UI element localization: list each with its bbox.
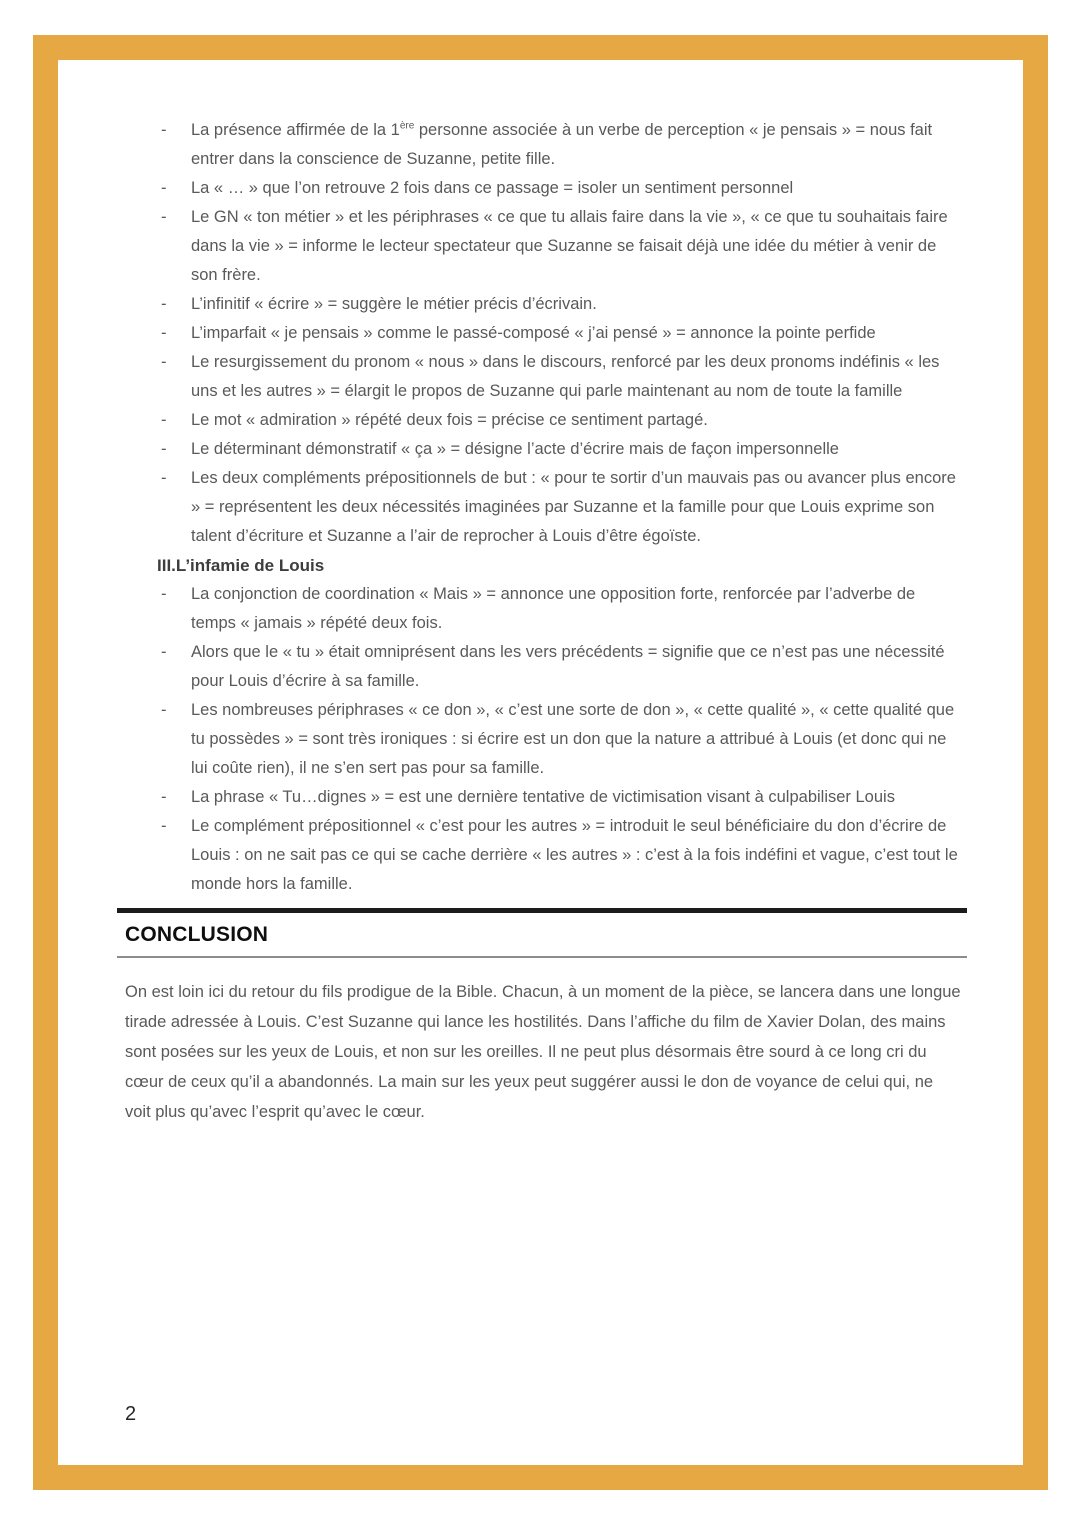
- analysis-bullet-item: [125, 812, 961, 899]
- bullet-text: Les deux compléments prépositionnels de but : « pour te sortir d’un mauvais pas ou avancer plus encore » = représentent les deux nécessités imaginées par Suzanne et la famille pour que Louis exprime son talent d’écriture et Suzanne a l’air de reprocher à Louis d’être égoïste.: [191, 469, 956, 545]
- analysis-bullet-item: [125, 116, 961, 174]
- bullet-text: Les nombreuses périphrases « ce don », « c’est une sorte de don », « cette qualité », « cette qualité que tu possèdes » = sont très ironiques : si écrire est un don que la nature a attribué à Louis (et donc qui ne lui coûte rien), il ne s’en sert pas pour sa famille.: [191, 701, 955, 777]
- bullet-dash-marker: -: [161, 440, 167, 458]
- analysis-bullet-item: [125, 348, 961, 406]
- page-content: [58, 60, 1023, 1465]
- analysis-bullet-item: [125, 580, 961, 638]
- conclusion-paragraph: On est loin ici du retour du fils prodigue de la Bible. Chacun, à un moment de la pièce, se lancera dans une longue tirade adressée à Louis. C’est Suzanne qui lance les hostilités. Dans l’affiche du film de Xavier Dolan, des mains sont posées sur les yeux de Louis, et non sur les oreilles. Il ne peut plus désormais être sourd à ce long cri du cœur de ceux qu’il a abandonnés. La main sur les yeux peut suggérer aussi le don de voyance de celui qui, ne voit plus qu’avec l’esprit qu’avec le cœur.: [125, 983, 961, 1121]
- bullet-dash-marker: -: [161, 295, 167, 313]
- bullet-dash-marker: -: [161, 701, 167, 719]
- bullet-dash-marker: -: [161, 179, 167, 197]
- bullet-text: Le GN « ton métier » et les périphrases « ce que tu allais faire dans la vie », « ce que tu souhaitais faire dans la vie » = informe le lecteur spectateur que Suzanne se faisait déjà une idée du métier à venir de son frère.: [191, 208, 948, 284]
- bullet-dash-marker: -: [161, 585, 167, 603]
- bullet-text: Le resurgissement du pronom « nous » dans le discours, renforcé par les deux pronoms indéfinis « les uns et les autres » = élargit le propos de Suzanne qui parle maintenant au nom de toute la famille: [191, 353, 940, 400]
- bullet-text: Le mot « admiration » répété deux fois = précise ce sentiment partagé.: [191, 411, 708, 429]
- bullet-text: L’infinitif « écrire » = suggère le métier précis d’écrivain.: [191, 295, 597, 313]
- analysis-bullet-item: [125, 696, 961, 783]
- analysis-bullet-item: [125, 783, 961, 812]
- bullet-dash-marker: -: [161, 208, 167, 226]
- bullet-dash-marker: -: [161, 643, 167, 661]
- bullet-text: La conjonction de coordination « Mais » = annonce une opposition forte, renforcée par l’adverbe de temps « jamais » répété deux fois.: [191, 585, 916, 632]
- analysis-bullet-item: [125, 203, 961, 290]
- analysis-bullet-item: [125, 174, 961, 203]
- bullet-dash-marker: -: [161, 817, 167, 835]
- analysis-bullet-item: [125, 290, 961, 319]
- conclusion-top-rule: [117, 908, 967, 913]
- conclusion-bottom-rule: [117, 956, 967, 958]
- bullet-dash-marker: -: [161, 411, 167, 429]
- analysis-bullet-item: [125, 319, 961, 348]
- bullet-text: La présence affirmée de la 1ère personne associée à un verbe de perception « je pensais » = nous fait entrer dans la conscience de Suzanne, petite fille.: [191, 120, 933, 168]
- analysis-bullet-item: [125, 435, 961, 464]
- bullet-dash-marker: -: [161, 469, 167, 487]
- bullet-dash-marker: -: [161, 788, 167, 806]
- analysis-bullet-item: [125, 464, 961, 551]
- section-heading-infamie-de-louis: III.L’infamie de Louis: [157, 556, 325, 575]
- bullet-dash-marker: -: [161, 324, 167, 342]
- bullet-dash-marker: -: [161, 121, 167, 139]
- bullet-text: La phrase « Tu…dignes » = est une dernière tentative de victimisation visant à culpabiliser Louis: [191, 788, 895, 806]
- bullet-text: Alors que le « tu » était omniprésent dans les vers précédents = signifie que ce n’est pas une nécessité pour Louis d’écrire à sa famille.: [191, 643, 945, 690]
- bullet-text: Le complément prépositionnel « c’est pour les autres » = introduit le seul bénéficiaire du don d’écrire de Louis : on ne sait pas ce qui se cache derrière « les autres » : c’est à la fois indéfini et vague, c’est tout le monde hors la famille.: [191, 817, 958, 893]
- bullet-text: La « … » que l’on retrouve 2 fois dans ce passage = isoler un sentiment personnel: [191, 179, 794, 197]
- bullet-text: Le déterminant démonstratif « ça » = désigne l’acte d’écrire mais de façon impersonnelle: [191, 440, 839, 458]
- analysis-bullet-list-2: [125, 580, 961, 899]
- page-number: 2: [125, 1403, 137, 1425]
- analysis-bullet-item: [125, 406, 961, 435]
- superscript-text: ère: [399, 120, 415, 132]
- analysis-bullet-list-1: [125, 116, 961, 551]
- bullet-dash-marker: -: [161, 353, 167, 371]
- conclusion-heading: CONCLUSION: [125, 923, 269, 946]
- analysis-bullet-item: [125, 638, 961, 696]
- page-frame-border: [33, 35, 1048, 1490]
- bullet-text: L’imparfait « je pensais » comme le passé-composé « j’ai pensé » = annonce la pointe perfide: [191, 324, 876, 342]
